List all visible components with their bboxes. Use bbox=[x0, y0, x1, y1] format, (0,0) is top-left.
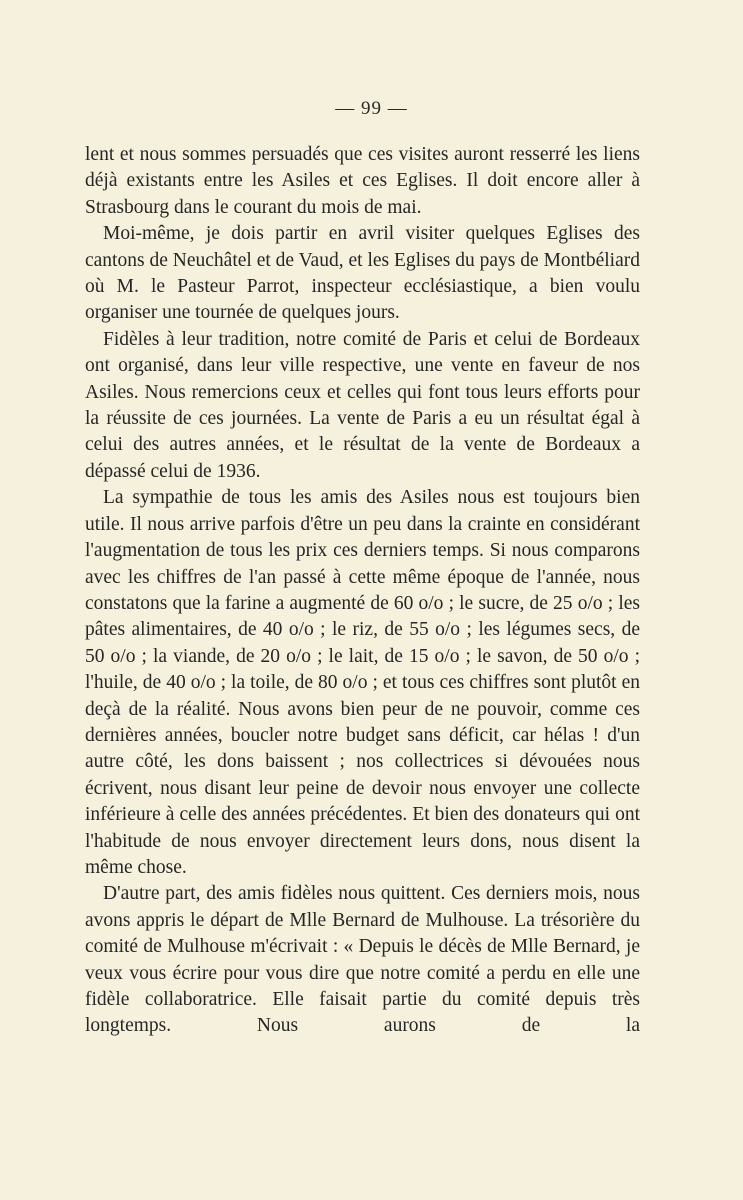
page-number: — 99 — bbox=[335, 98, 408, 119]
body-text bbox=[85, 142, 640, 1040]
paragraph-continuation: lent et nous sommes persuadés que ces visites auront resserré les liens déjà existants entre les Asiles et ces Eglises. Il doit encore aller à Strasbourg dans le courant du mois de mai. bbox=[85, 144, 640, 218]
paragraph-departures: D'autre part, des amis fidèles nous quittent. Ces derniers mois, nous avons appris le départ de Mlle Bernard de Mulhouse. La trésorière du comité de Mulhouse m'écrivait : « Depuis le décès de Mlle Bernard, je veux vous écrire pour vous dire que notre comité a perdu en elle une fidèle collaboratrice. Elle faisait partie du comité depuis très longtemps. Nous aurons de la bbox=[85, 883, 640, 1037]
paragraph-travel: Moi-même, je dois partir en avril visiter quelques Eglises des cantons de Neuchâtel et de Vaud, et les Eglises du pays de Montbéliard où M. le Pasteur Parrot, inspecteur ecclésiastique, a bien voulu organiser une tournée de quelques jours. bbox=[85, 223, 640, 324]
paragraph-sales: Fidèles à leur tradition, notre comité de Paris et celui de Bordeaux ont organisé, dans leur ville respective, une vente en faveur de nos Asiles. Nous remercions ceux et celles qui font tous leurs efforts pour la réussite de ces journées. La vente de Paris a eu un résultat égal à celui des autres années, et le résultat de la vente de Bordeaux a dépassé celui de 1936. bbox=[85, 328, 640, 482]
paragraph-prices: La sympathie de tous les amis des Asiles nous est toujours bien utile. Il nous arrive parfois d'être un peu dans la crainte en considérant l'augmentation de tous les prix ces derniers temps. Si nous comparons avec les chiffres de l'an passé à cette même époque de l'année, nous constatons que la farine a augmenté de 60 o/o ; le sucre, de 25 o/o ; les pâtes alimentaires, de 40 o/o ; le riz, de 55 o/o ; les légumes secs, de 50 o/o ; la viande, de 20 o/o ; le lait, de 15 o/o ; le savon, de 50 o/o ; l'huile, de 40 o/o ; la toile, de 80 o/o ; et tous ces chiffres sont plutôt en deçà de la réalité. Nous avons bien peur de ne pouvoir, comme ces dernières années, boucler notre budget sans déficit, car hélas ! d'un autre côté, les dons baissent ; nos collectrices si dévouées nous écrivent, nous disant leur peine de devoir nous envoyer une collecte inférieure à celle des années précédentes. Et bien des donateurs qui ont l'habitude de nous envoyer directement leurs dons, nous disent la même chose. bbox=[85, 487, 640, 878]
